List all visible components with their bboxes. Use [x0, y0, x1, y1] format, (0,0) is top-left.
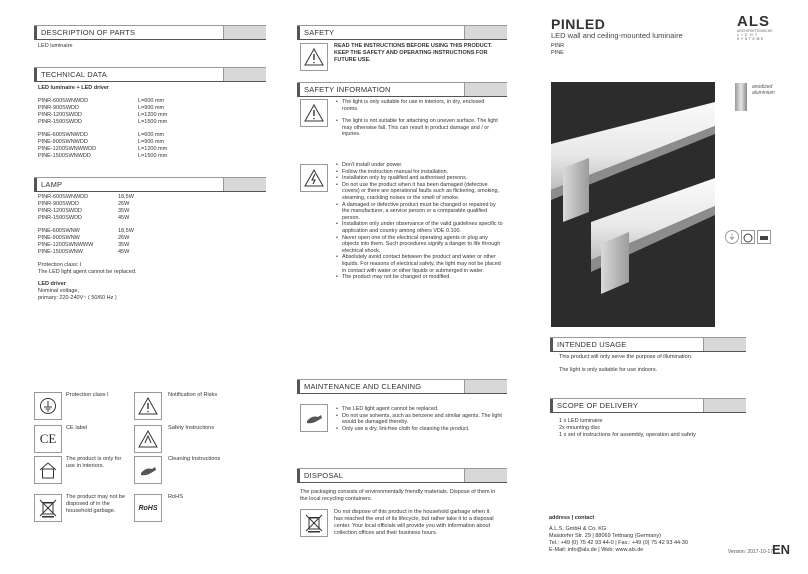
legend-ce-label: CE label	[66, 425, 88, 431]
list-item: • The light is not suitable for attaching on uneven surface. The light may otherwise fall. This can result in product damage and / or injuries.	[342, 118, 502, 138]
table-row: PINE-1500SWNW 45W	[38, 249, 130, 255]
legend-garbage-label: The product may not be disposed of in the household garbage.	[66, 494, 126, 514]
contact-heading: address | contact	[549, 515, 595, 521]
table-row: PINR-1200SWDD L=1200 mm	[38, 112, 168, 118]
list-item: • The LED light agent cannot be replaced.	[342, 406, 502, 413]
garbage-crossed-icon	[300, 509, 328, 537]
protection-class-small-icon: ⏚	[725, 230, 739, 244]
legend-risks-label: Notification of Risks	[168, 392, 218, 398]
section-lamp-header	[34, 177, 266, 192]
section-description-header	[34, 25, 266, 40]
language-code: EN	[772, 542, 791, 557]
list-item: • Follow the instruction manual for installation.	[342, 169, 504, 176]
cleaning-hand-icon	[134, 456, 162, 484]
product-subtitle: LED wall and ceiling-mounted luminaire	[551, 31, 683, 40]
list-item: 1 x set of instructions for assembly, operation and safety	[559, 432, 696, 438]
section-title: SAFETY	[304, 28, 335, 37]
section-technical-header	[34, 67, 266, 82]
legend-interior-label: The product is only for use in interiors.	[66, 456, 122, 469]
cleaning-hand-icon	[300, 404, 328, 432]
section-title: DESCRIPTION OF PARTS	[41, 28, 136, 37]
section-title: LAMP	[41, 180, 63, 189]
safety-info-list-1	[334, 99, 502, 138]
disposal-garbage-text: Do not dispose of this product in the household garbage when it has reached the end of its lifecycle, but rather take it to a disposal center. Your local officials will provide you with information about collection offices and their business hours.	[334, 509, 494, 536]
lamp-data	[38, 194, 258, 302]
technical-data	[38, 85, 258, 160]
table-row: PINR-900SWDD L=900 mm	[38, 105, 165, 111]
section-title: INTENDED USAGE	[557, 340, 627, 349]
model-name: PINE	[551, 50, 564, 56]
safety-read-text: READ THE INSTRUCTIONS BEFORE USING THIS PRODUCT. KEEP THE SAFETY AND OPERATING INSTRUCTIONS FOR FUTURE USE.	[334, 43, 492, 63]
warning-icon	[300, 43, 328, 71]
disposal-packaging-text: The packaging consists of environmentally friendly materials. Dispose of them in the local recycling containers.	[300, 489, 496, 502]
driver-title: LED driver	[38, 281, 66, 287]
intended-usage-text: This product will only serve the purpose of illumination. The light is only suitable for use indoors.	[559, 354, 693, 373]
section-title: DISPOSAL	[304, 471, 344, 480]
table-row: PINE-900SWNW 26W	[38, 235, 130, 241]
table-row: PINE-1200SWNWWDD L=1200 mm	[38, 146, 168, 152]
section-title: MAINTENANCE AND CLEANING	[304, 382, 422, 391]
protection-class-text: Protection class: I	[38, 262, 82, 268]
replace-text: The LED light agent cannot be replaced.	[38, 269, 137, 275]
legend-safety-label: Safety Instructions	[168, 425, 215, 431]
list-item: • A damaged or defective product must be changed or repaired by the manufacturer, a service person or a comparable qualified person.	[342, 202, 504, 222]
list-item: • Installation only by qualified and authorised persons.	[342, 175, 504, 182]
maintenance-list	[334, 406, 502, 432]
garbage-crossed-icon	[34, 494, 62, 522]
rohs-small-icon	[757, 230, 771, 244]
electric-hazard-icon	[300, 164, 328, 192]
model-list	[551, 43, 564, 57]
table-row: PINR-600SWNWDD L=600 mm	[38, 98, 165, 104]
safety-info-list-2	[334, 162, 504, 281]
list-item: • Absolutely avoid contact between the product and water or other liquids. For reasons of electrical safety, the light may not be placed in contact with water or other liquids or submerged in water.	[342, 254, 504, 274]
product-title: PINLED	[551, 16, 606, 32]
section-title: TECHNICAL DATA	[41, 70, 108, 79]
contact-address: Maistorfer Str. 29 | 88069 Tettnang (Germany)	[549, 533, 661, 539]
technical-subtitle: LED luminaire + LED driver	[38, 85, 110, 91]
risk-warning-icon	[134, 392, 162, 420]
list-item: • The product may not be changed or modified.	[342, 274, 504, 281]
contact-block	[549, 515, 749, 554]
delivery-list	[559, 418, 749, 439]
table-row: PINR-1500SWDD L=1500 mm	[38, 119, 168, 125]
list-item: 2x mounting disc	[559, 425, 601, 431]
section-intended-header	[550, 337, 746, 352]
list-item: 1 x LED luminaire	[559, 418, 603, 424]
list-item: • Only use a dry, lint-free cloth for cleaning the product.	[342, 426, 502, 433]
contact-company: A.L.S. GmbH & Co. KG	[549, 526, 607, 532]
list-item: • Don't install under power.	[342, 162, 504, 169]
section-safety-header	[297, 25, 507, 40]
version-label: Version: 2017-10-17	[728, 549, 774, 555]
ce-label-icon: CE	[34, 425, 62, 453]
table-row: PINE-600SWNWDD L=600 mm	[38, 132, 165, 138]
warning-icon	[300, 99, 328, 127]
rohs-icon: RoHS	[134, 494, 162, 522]
table-row: PINE-1200SWNWWW 35W	[38, 242, 130, 248]
legend-cleaning-label: Cleaning Instructions	[168, 456, 221, 462]
contact-phone: Tel.: +49 (0) 75 42 93 44-0 | Fax.: +49 (0) 75 42 93 44-30	[549, 540, 689, 546]
model-name: PINR	[551, 43, 565, 49]
table-row: PINE-600SWNW 18,5W	[38, 228, 134, 234]
driver-voltage-label: Nominal voltage,	[38, 288, 79, 294]
list-item: • Never open one of the electrical operating agents or plug any objects into them. Such procedures signify a danger to life through electrical shock.	[342, 235, 504, 255]
section-title: SCOPE OF DELIVERY	[557, 401, 639, 410]
list-item: • The light is only suitable for use in interiors, in dry, enclosed rooms.	[342, 99, 502, 112]
als-logo: ALS ARCHITEKTONISCHE LICHT SYSTEME	[737, 13, 773, 41]
table-row: PINR-600SWNWDD 18,5W	[38, 194, 134, 200]
anodized-swatch	[735, 83, 747, 111]
section-title: SAFETY INFORMATION	[304, 85, 391, 94]
description-text: LED luminaire	[38, 43, 73, 49]
finish-label: anodized aluminium	[752, 84, 775, 96]
section-safety-info-header	[297, 82, 507, 97]
ce-small-icon	[741, 230, 755, 244]
table-row: PINR-1200SWDD 35W	[38, 208, 130, 214]
section-delivery-header	[550, 398, 746, 413]
table-row: PINR-1500SWDD 45W	[38, 215, 130, 221]
table-row: PINE-1500SWNWDD L=1500 mm	[38, 153, 168, 159]
list-item: • Do not use solvents, such as benzene and similar agents. The light would be damaged thereby.	[342, 413, 502, 426]
table-row: PINE-900SWNWDD L=900 mm	[38, 139, 165, 145]
list-item: • Installation only under observance of the valid guidelines specific to application and country among others VDE 0.100.	[342, 221, 504, 234]
list-item: • Do not use the product when it has been damaged (defective covers) or there are operational faults such as flickering, smoking, steaming, crackling noises or the smell of smoke.	[342, 182, 504, 202]
section-maintenance-header	[297, 379, 507, 394]
safety-instructions-icon	[134, 425, 162, 453]
protection-class-icon	[34, 392, 62, 420]
product-photo	[551, 82, 715, 327]
legend-protection-label: Protection class I	[66, 392, 109, 398]
table-row: PINR-900SWDD 26W	[38, 201, 130, 207]
contact-email: E-Mail: info@als.de | Web: www.als.de	[549, 547, 644, 553]
legend-rohs-label: RoHS	[168, 494, 183, 500]
driver-voltage-value: primary: 220-240V~ ( 50/60 Hz )	[38, 295, 117, 301]
section-disposal-header	[297, 468, 507, 483]
interior-house-icon	[34, 456, 62, 484]
